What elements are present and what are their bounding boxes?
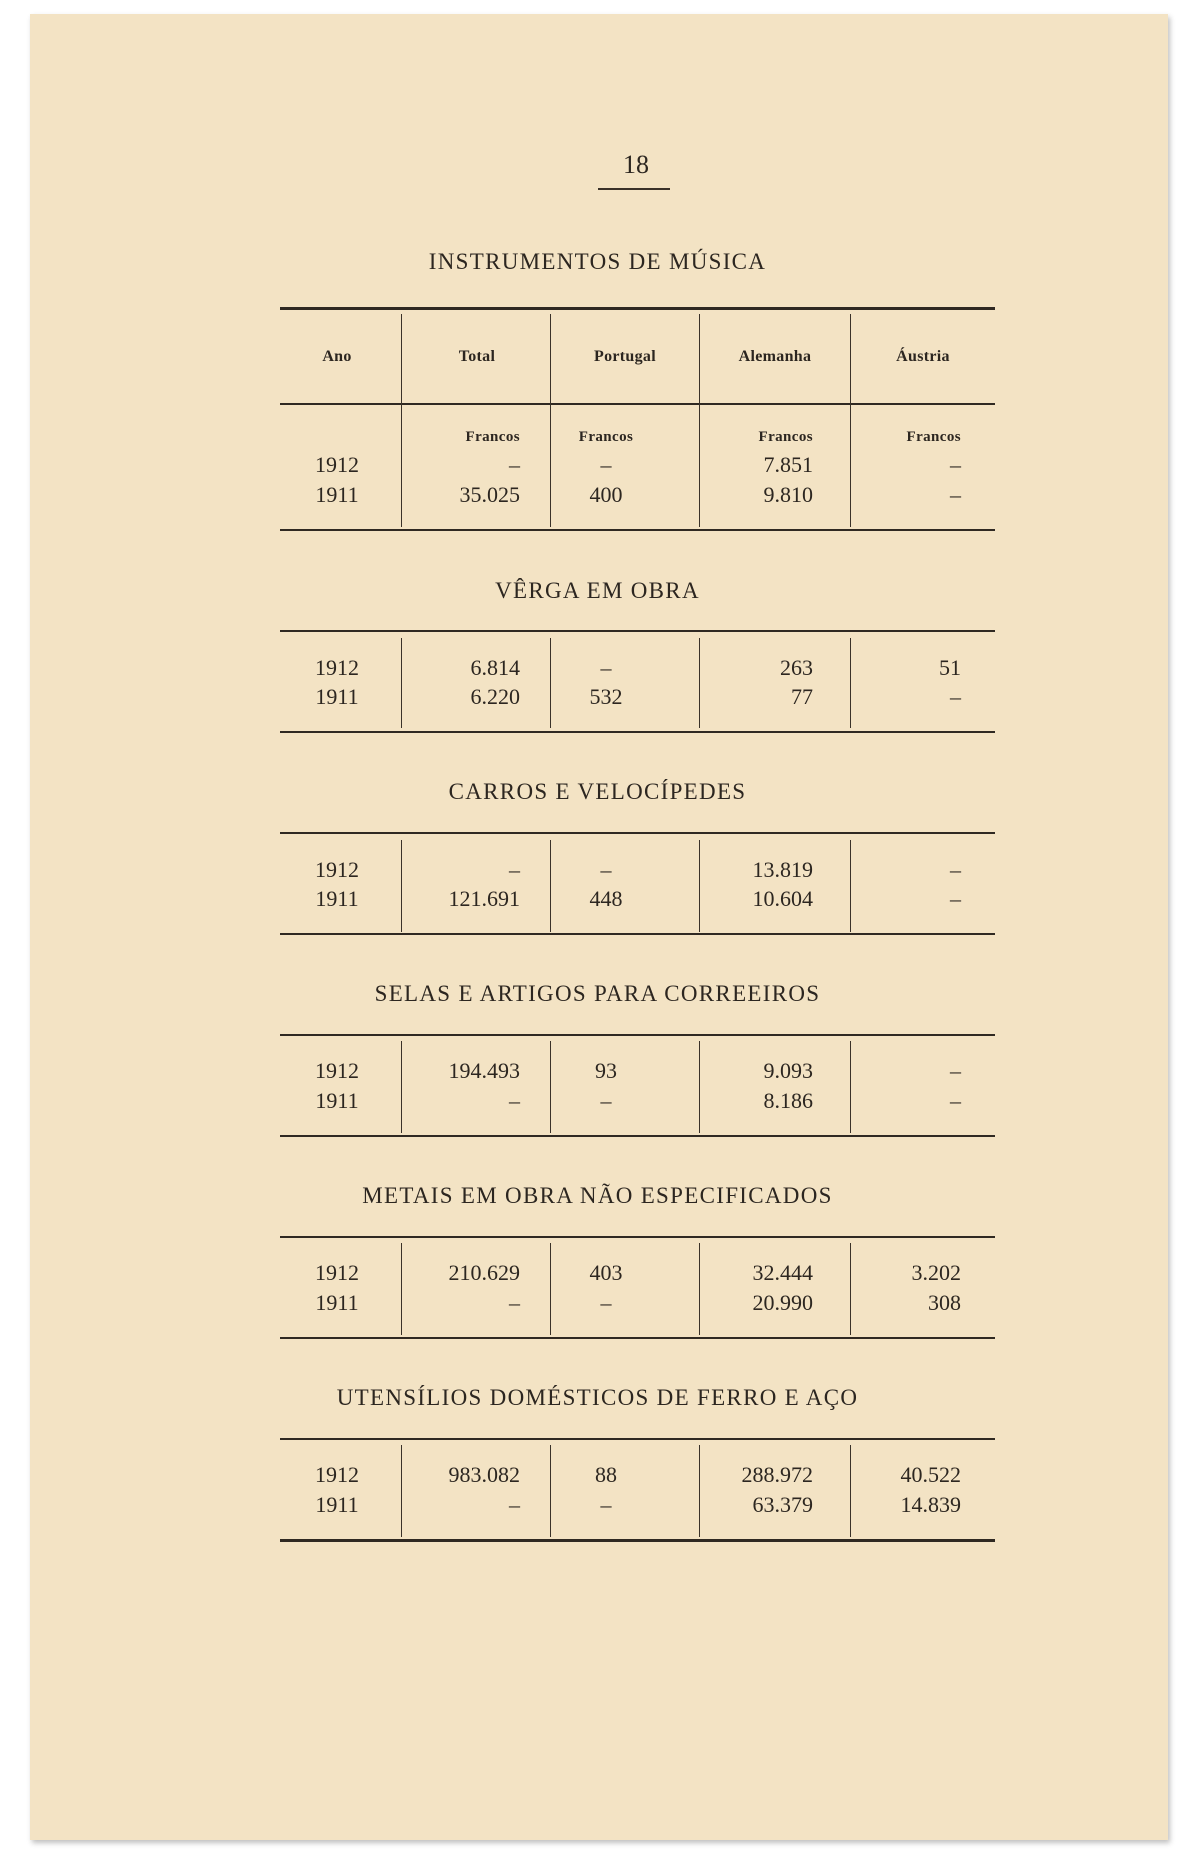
row-alemanha: 32.444 [752,1260,813,1285]
section-title-metais: METAIS EM OBRA NÃO ESPECIFICADOS [362,1183,833,1208]
column-divider [699,1445,700,1537]
row-year: 1912 [315,1260,359,1285]
row-alemanha: 9.810 [763,482,813,507]
row-total: 121.691 [448,886,520,911]
row-austria: 3.202 [911,1260,961,1285]
row-year: 1912 [315,452,359,477]
unit-label-portugal: Francos [578,429,634,445]
column-divider [550,1445,551,1537]
column-header-total: Total [458,348,496,365]
row-portugal: 403 [589,1260,623,1285]
row-portugal: – [600,1290,612,1315]
column-header-alemanha: Alemanha [738,348,812,365]
row-portugal: 532 [589,684,623,709]
row-total: 983.082 [448,1462,520,1487]
paper-page [30,14,1168,1840]
column-divider [401,638,402,728]
row-portugal: – [600,857,612,882]
column-divider [850,1243,851,1335]
table-bottom-rule [280,731,995,733]
row-total: – [509,452,520,477]
column-divider [401,1445,402,1537]
row-portugal: 400 [589,482,623,507]
column-divider [699,1041,700,1133]
column-divider [550,314,551,527]
column-divider [401,1041,402,1133]
column-divider [850,1041,851,1133]
row-portugal: – [600,452,612,477]
table-bottom-rule [280,933,995,935]
row-total: 6.814 [470,655,520,680]
row-total: 194.493 [448,1058,520,1083]
row-portugal: 88 [595,1462,617,1487]
column-divider [550,840,551,932]
row-portugal: – [600,1088,612,1113]
row-year: 1911 [315,684,359,709]
page-number: 18 [623,150,649,179]
row-alemanha: 13.819 [752,857,813,882]
column-divider [850,314,851,527]
row-alemanha: 63.379 [752,1492,813,1517]
column-divider [550,1041,551,1133]
column-header-portugal: Portugal [594,348,656,365]
row-alemanha: 288.972 [741,1462,813,1487]
row-total: 35.025 [459,482,520,507]
column-divider [699,314,700,527]
row-portugal: – [600,1492,612,1517]
column-divider [550,1243,551,1335]
column-header-austria: Áustria [896,348,950,365]
section-title-utensilios: UTENSÍLIOS DOMÉSTICOS DE FERRO E AÇO [336,1385,859,1410]
row-total: 210.629 [448,1260,520,1285]
row-year: 1911 [315,1492,359,1517]
row-austria: – [950,452,961,477]
row-austria: – [950,1058,961,1083]
row-alemanha: 77 [791,684,813,709]
unit-label-total: Francos [465,429,520,445]
row-portugal: 93 [595,1058,617,1083]
column-divider [699,638,700,728]
row-year: 1911 [315,1290,359,1315]
row-total: 6.220 [470,684,520,709]
page-number-underline [598,188,670,190]
table-top-rule [280,307,995,310]
row-austria: – [950,482,961,507]
row-total: – [509,1290,520,1315]
row-alemanha: 20.990 [752,1290,813,1315]
column-divider [850,840,851,932]
row-alemanha: 10.604 [752,886,813,911]
row-austria: – [950,857,961,882]
row-year: 1912 [315,857,359,882]
row-austria: – [950,1088,961,1113]
column-divider [401,314,402,527]
unit-label-alemanha: Francos [758,429,813,445]
table-top-rule [280,1034,995,1036]
row-portugal: 448 [589,886,623,911]
table-bottom-rule [280,1337,995,1339]
row-alemanha: 8.186 [763,1088,813,1113]
row-austria: 51 [939,655,961,680]
column-divider [401,840,402,932]
column-divider [550,638,551,728]
row-total: – [509,1088,520,1113]
row-year: 1911 [315,886,359,911]
header-rule [280,403,995,405]
row-portugal: – [600,655,612,680]
row-year: 1911 [315,482,359,507]
row-austria: – [950,886,961,911]
column-divider [699,1243,700,1335]
row-total: – [509,857,520,882]
section-title-instrumentos: INSTRUMENTOS DE MÚSICA [428,249,767,274]
unit-label-austria: Francos [906,429,961,445]
row-year: 1912 [315,1462,359,1487]
table-top-rule [280,630,995,632]
table-top-rule [280,1236,995,1238]
row-alemanha: 9.093 [763,1058,813,1083]
column-divider [401,1243,402,1335]
table-top-rule [280,1438,995,1440]
section-title-verga: VÊRGA EM OBRA [495,578,700,603]
table-bottom-rule [280,529,995,531]
section-title-carros: CARROS E VELOCÍPEDES [448,779,747,804]
column-divider [850,1445,851,1537]
row-alemanha: 7.851 [763,452,813,477]
row-total: – [509,1492,520,1517]
column-divider [850,638,851,728]
row-year: 1912 [315,655,359,680]
row-year: 1912 [315,1058,359,1083]
row-austria: – [950,684,961,709]
section-title-selas: SELAS E ARTIGOS PARA CORREEIROS [374,981,821,1006]
table-top-rule [280,832,995,834]
row-alemanha: 263 [780,655,813,680]
row-austria: 40.522 [900,1462,961,1487]
row-year: 1911 [315,1088,359,1113]
row-austria: 14.839 [900,1492,961,1517]
column-divider [699,840,700,932]
table-bottom-rule [280,1135,995,1137]
column-header-ano: Ano [322,348,352,365]
table-bottom-rule [280,1539,995,1542]
row-austria: 308 [928,1290,961,1315]
